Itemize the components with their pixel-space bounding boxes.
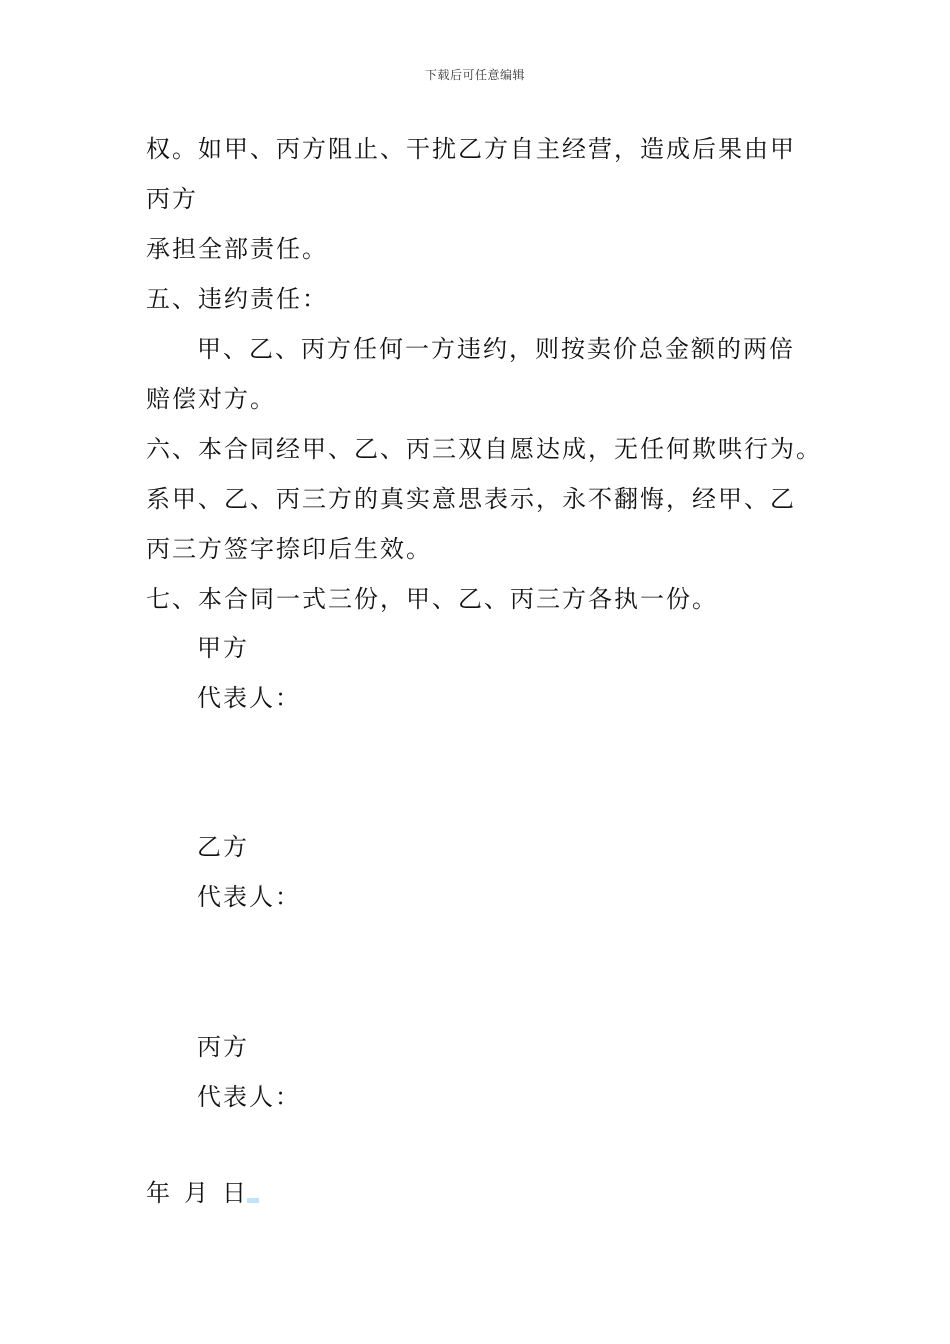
party-b-representative: 代表人： [197,883,301,911]
section-seven-line: 七、本合同一式三份，甲、乙、丙三方各执一份。 [146,585,718,613]
body-line-3: 承担全部责任。 [146,235,328,263]
party-c-representative: 代表人： [197,1083,301,1111]
body-line-2: 丙方 [146,185,198,213]
body-line-8: 系甲、乙、丙三方的真实意思表示，永不翻悔，经甲、乙 [146,485,796,513]
body-line-1: 权。如甲、丙方阻止、干扰乙方自主经营，造成后果由甲 [146,135,796,163]
party-a-representative: 代表人： [197,684,301,712]
body-line-5: 甲、乙、丙方任何一方违约，则按卖价总金额的两倍 [197,335,795,363]
page-header-note: 下载后可任意编辑 [424,68,525,82]
party-b-label: 乙方 [197,833,249,861]
date-day: 日 [222,1179,246,1207]
section-six-line: 六、本合同经甲、乙、丙三双自愿达成，无任何欺哄行为。 [146,435,822,463]
body-line-9: 丙三方签字捺印后生效。 [146,535,432,563]
body-line-6: 赔偿对方。 [146,385,276,413]
date-year: 年 [146,1179,170,1207]
party-a-label: 甲方 [197,634,249,662]
party-c-label: 丙方 [197,1033,249,1061]
section-five-heading: 五、违约责任： [146,285,328,313]
date-line [146,1178,259,1208]
date-month: 月 [184,1179,208,1207]
text-cursor-mark [247,1198,259,1203]
